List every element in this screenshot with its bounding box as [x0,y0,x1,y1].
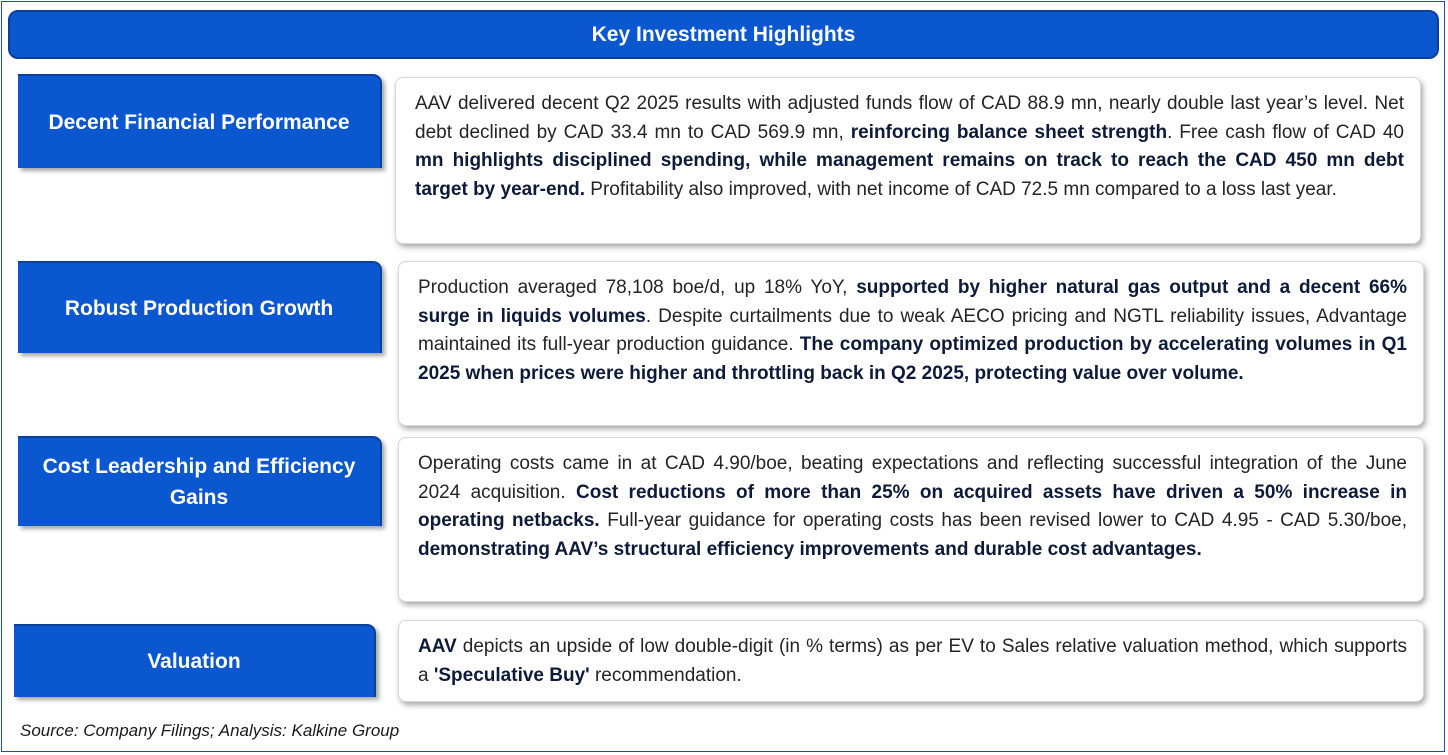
section-text-production-growth [398,261,1424,426]
emphasis-text: supported by higher natural gas output and a decent 66% surge in liquids volumes [418,277,1407,327]
section-label-financial-performance: Decent Financial Performance [18,74,382,168]
body-text: . Free cash flow of CAD 40 [1167,121,1404,143]
emphasis-text: 'Speculative Buy' [433,664,590,686]
emphasis-text: mn highlights disciplined spending, while management remains on track to reach the CAD 450 mn debt target by year-end. [415,150,1404,200]
section-text-financial-performance [395,77,1421,244]
page-title: Key Investment Highlights [8,10,1439,59]
body-text: Production averaged 78,108 boe/d, up 18% YoY, [418,277,857,298]
section-label-cost-leadership: Cost Leadership and Efficiency Gains [18,436,382,526]
emphasis-text: The company optimized production by accelerating volumes in Q1 2025 when prices were higher and throttling back in Q2 2025, protecting value over volume. [418,334,1407,384]
emphasis-text: Cost reductions of more than 25% on acquired assets have driven a 50% increase in operating netbacks. [418,481,1407,531]
body-text: Profitability also improved, with net income of CAD 72.5 mn compared to a loss last year. [585,178,1337,200]
body-text: Full-year guidance for operating costs has been revised lower to CAD 4.95 - CAD 5.30/boe, [599,510,1407,531]
emphasis-text: demonstrating AAV’s structural efficiency improvements and durable cost advantages. [418,538,1202,560]
body-text: recommendation. [589,664,742,686]
body-text: AAV delivered decent Q2 2025 results with adjusted funds flow of CAD 88.9 mn, nearly double last year’s level. Net debt declined by CAD 33.4 mn to CAD 569.9 mn, [415,93,1404,143]
body-text: . Despite curtailments due to weak AECO pricing and NGTL reliability issues, Advantage maintained its full-year production guidance. [418,305,1407,355]
emphasis-text: reinforcing balance sheet strength [850,121,1168,143]
source-note: Source: Company Filings; Analysis: Kalkine Group [20,721,400,740]
section-text-cost-leadership [398,437,1424,602]
body-text: depicts an upside of low double-digit (in % terms) as per EV to Sales relative valuation method, which supports a [418,636,1407,686]
section-text-valuation [398,620,1424,702]
section-label-production-growth: Robust Production Growth [18,261,382,353]
emphasis-text: AAV [418,636,457,657]
body-text: Operating costs came in at CAD 4.90/boe, beating expectations and reflecting successful integration of the June 2024 acquisition. [418,453,1407,503]
section-label-valuation: Valuation [14,624,376,697]
